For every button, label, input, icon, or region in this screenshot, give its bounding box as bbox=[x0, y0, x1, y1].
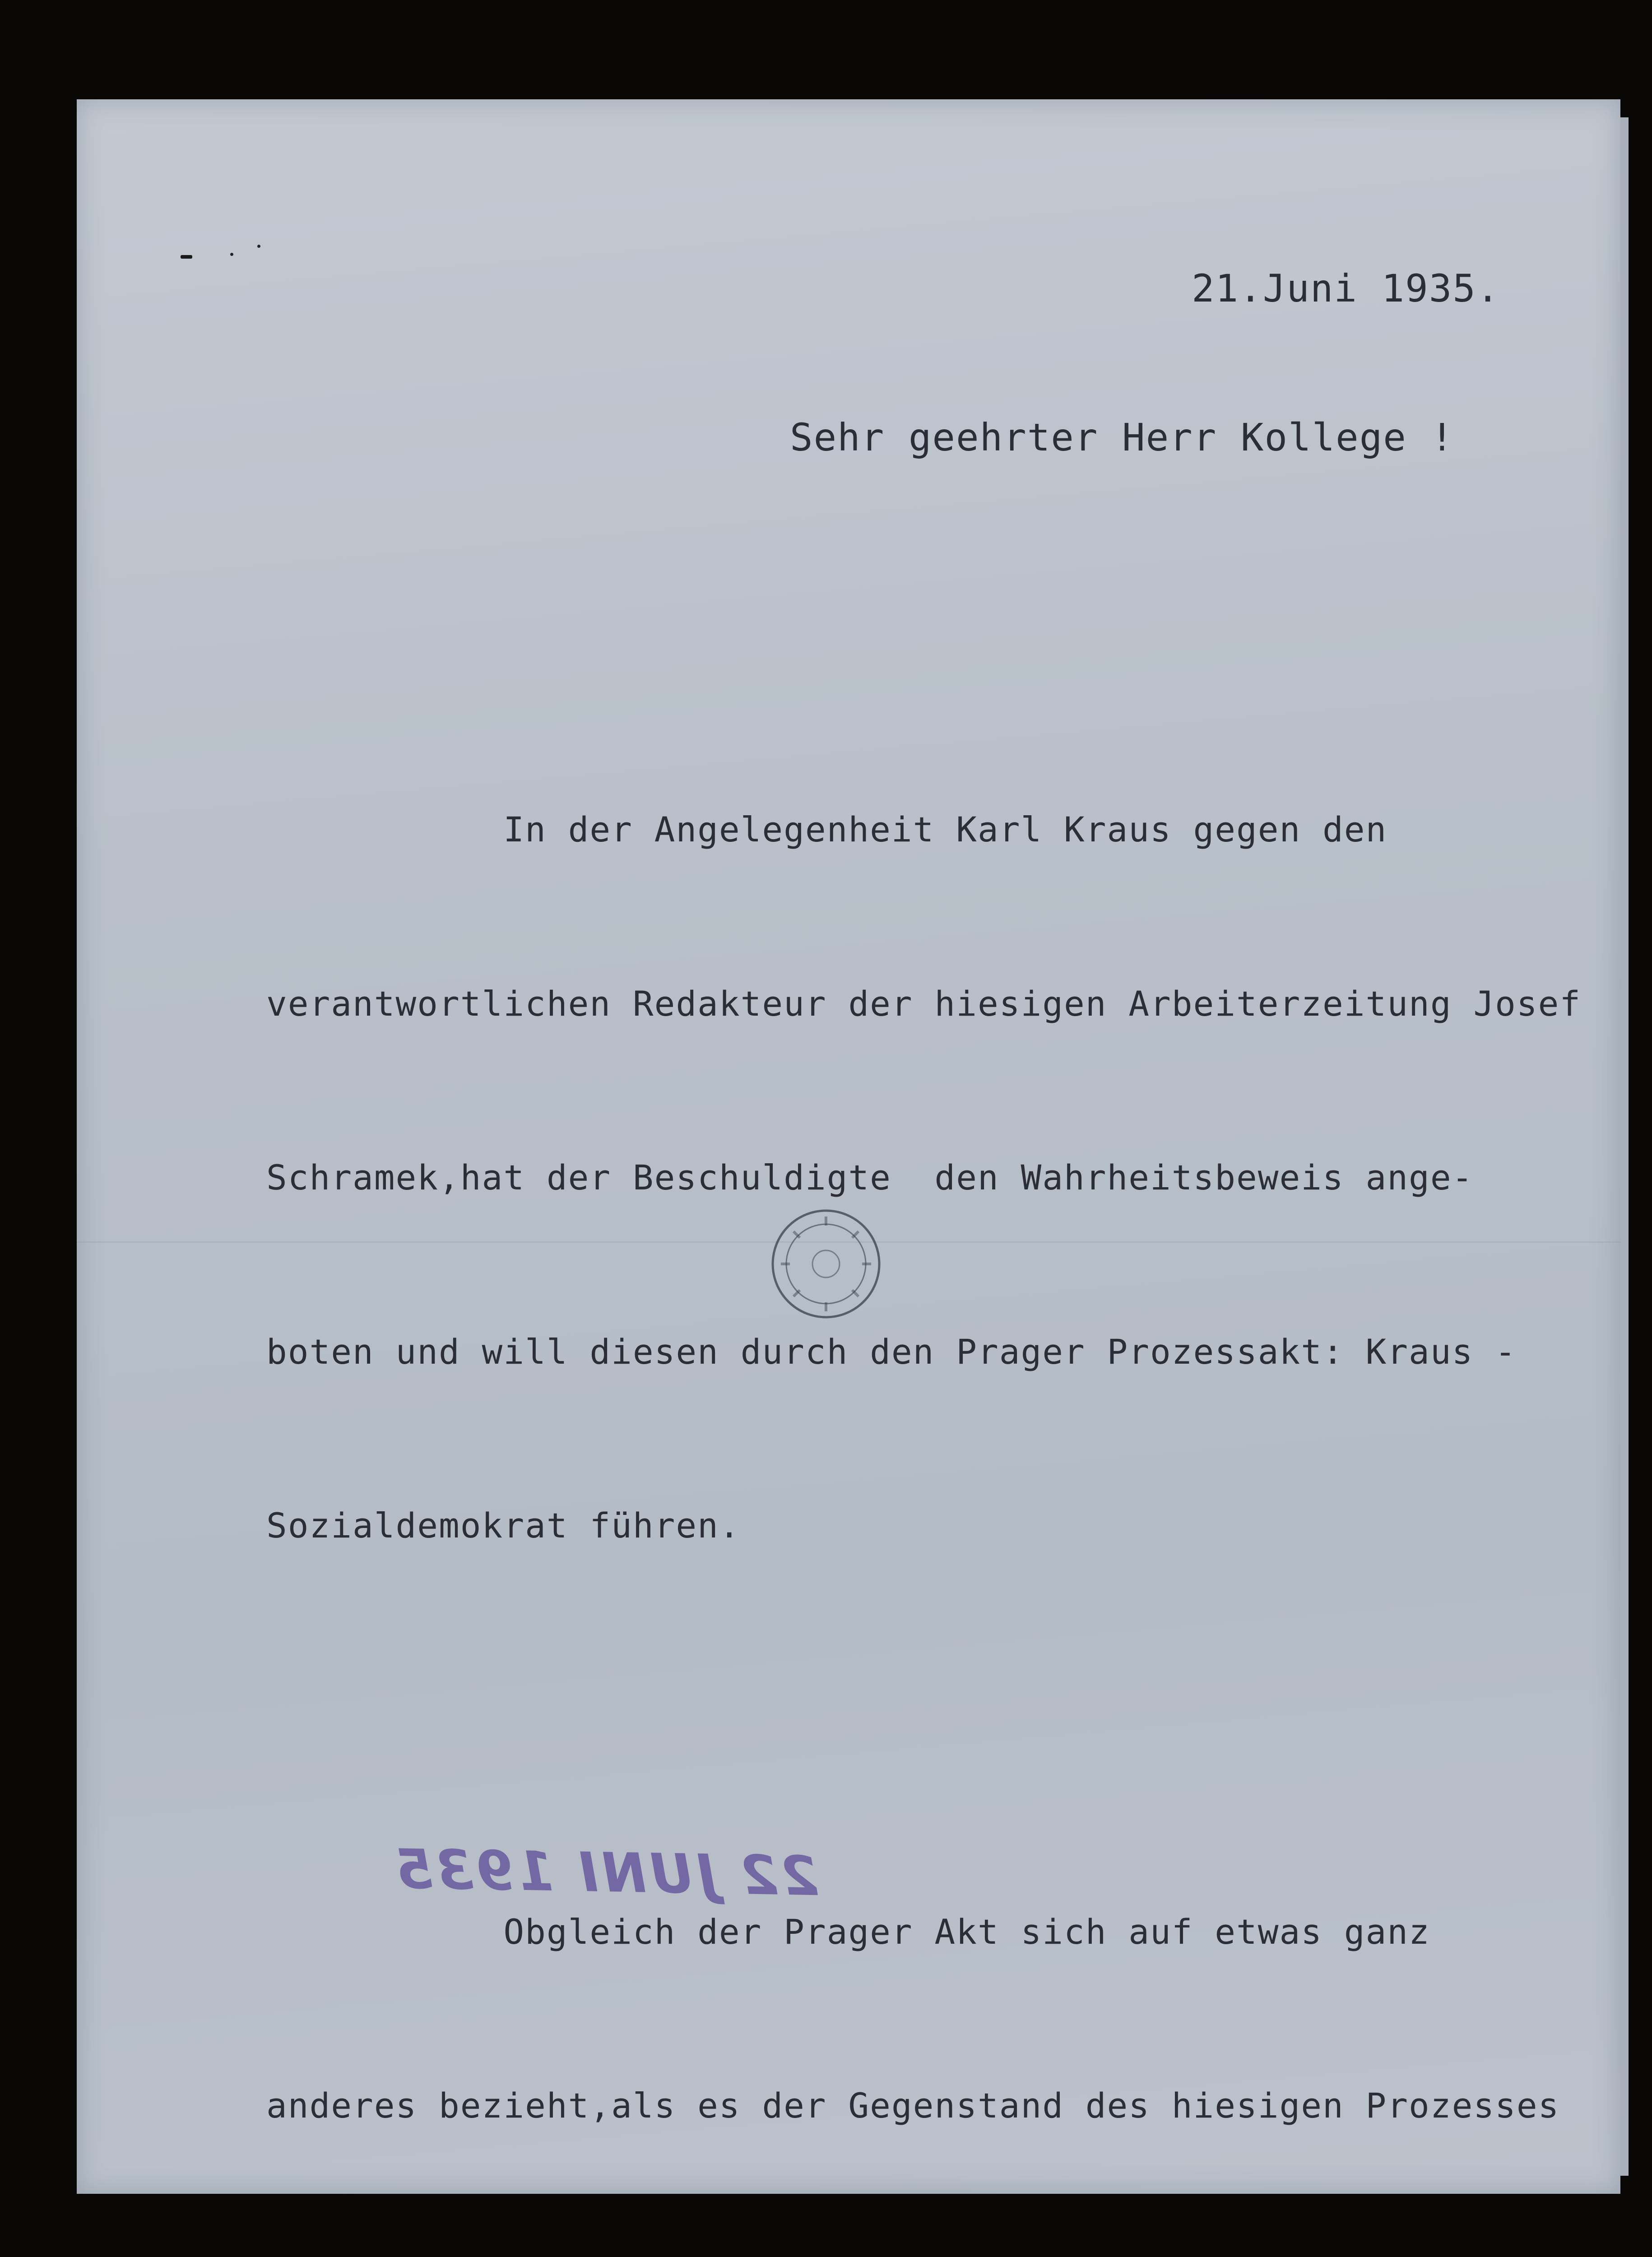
ink-mark bbox=[181, 255, 192, 259]
body-line: verantwortlichen Redakteur der hiesigen Arbeiterzeitung Josef bbox=[266, 983, 1582, 1024]
letter-body bbox=[266, 569, 1620, 2257]
letter-salutation: Sehr geehrter Herr Kollege ! bbox=[790, 415, 1455, 460]
body-line: anderes bezieht,als es der Gegenstand des hiesigen Prozesses bbox=[266, 2085, 1560, 2126]
body-line: Obgleich der Prager Akt sich auf etwas ganz bbox=[266, 1911, 1430, 1952]
letter-date: 21.Juni 1935. bbox=[1192, 266, 1500, 311]
letter-sheet bbox=[77, 99, 1620, 2194]
received-date-stamp: 22 JUNI 1935 bbox=[392, 1838, 819, 1909]
ink-dot bbox=[230, 253, 233, 256]
paper-edge bbox=[1620, 117, 1629, 2176]
body-line: In der Angelegenheit Karl Kraus gegen den bbox=[266, 809, 1387, 850]
paragraph-1 bbox=[266, 685, 1620, 1671]
body-line: Sozialdemokrat führen. bbox=[266, 1505, 741, 1546]
body-line bbox=[266, 2251, 1620, 2257]
ink-dot bbox=[257, 245, 260, 248]
body-line: boten und will diesen durch den Prager Prozessakt: Kraus - bbox=[266, 1331, 1517, 1372]
body-line: Schramek,hat der Beschuldigte den Wahrheitsbeweis ange- bbox=[266, 1157, 1474, 1198]
official-seal bbox=[767, 1205, 885, 1323]
